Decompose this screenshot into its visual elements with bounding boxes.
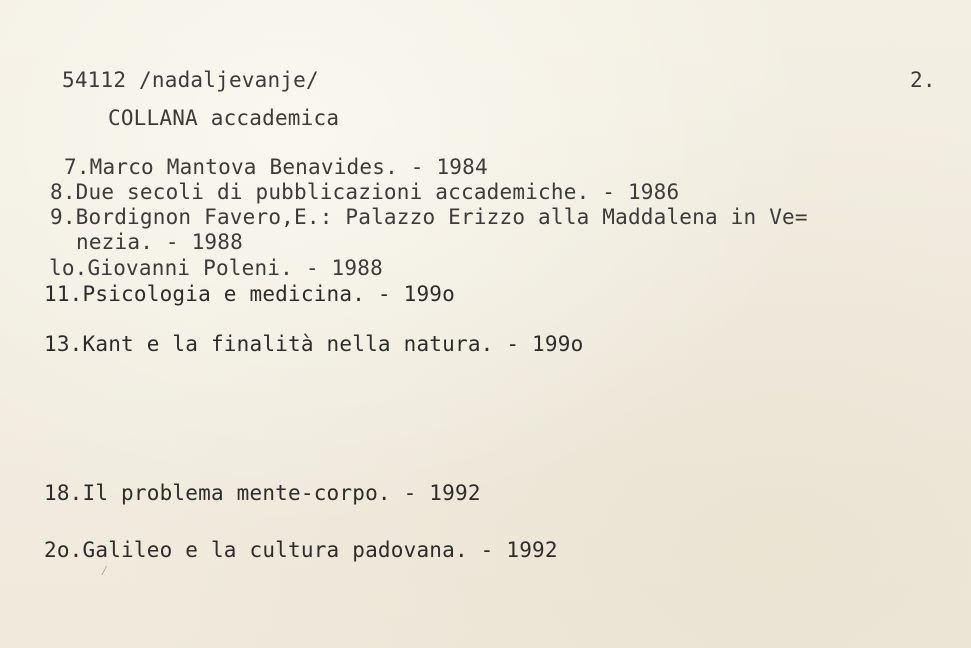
entry-7: 7.Marco Mantova Benavides. - 1984 (64, 155, 488, 179)
page-number: 2. (910, 68, 936, 92)
entry-11: 11.Psicologia e medicina. - 199o (44, 282, 455, 306)
entry-8: 8.Due secoli di pubblicazioni accademiche. - 1986 (50, 180, 680, 204)
entry-20: 2o.Galileo e la cultura padovana. - 1992 (44, 538, 558, 562)
catalog-number: 54112 /nadaljevanje/ (62, 68, 319, 92)
entry-9-continuation: nezia. - 1988 (76, 230, 243, 254)
series-title: COLLANA accademica (108, 106, 340, 130)
entry-9: 9.Bordignon Favero,E.: Palazzo Erizzo alla Maddalena in Ve= (50, 205, 808, 229)
entry-18: 18.Il problema mente-corpo. - 1992 (44, 481, 481, 505)
entry-10: lo.Giovanni Poleni. - 1988 (49, 256, 383, 280)
pencil-mark: ⁄ (100, 563, 109, 579)
entry-13: 13.Kant e la finalità nella natura. - 199o (44, 332, 584, 356)
